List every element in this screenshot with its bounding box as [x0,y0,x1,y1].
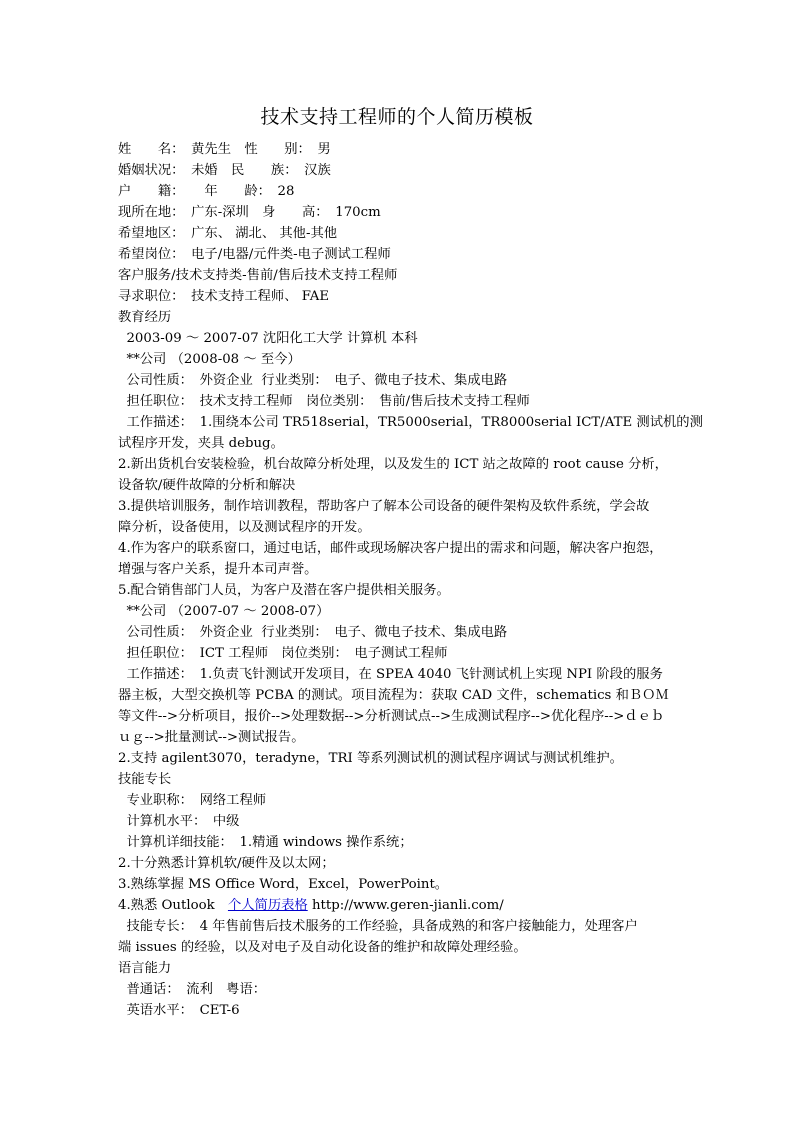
resume-url-text: http://www.geren-jianli.com/ [307,898,504,913]
desired-position-line: 希望岗位： 电子/电器/元件类-电子测试工程师 [118,247,391,262]
section-education: 教育经历 [118,310,172,325]
location-height-line: 现所在地： 广东-深圳 身 高： 170cm [118,205,381,220]
company-2-description-1c: 等文件-->分析项目，报价-->处理数据-->分析测试点-->生成测试程序-->优化程序-->ｄｅｂ [118,709,665,724]
company-1-header: **公司 （2008-08 ～ 至今） [118,352,301,367]
computer-skills-1: 计算机详细技能： 1.精通 windows 操作系统； [118,835,413,850]
computer-skills-3: 3.熟练掌握 MS Office Word，Excel，PowerPoint。 [118,877,449,892]
company-1-position: 担任职位： 技术支持工程师 岗位类别： 售前/售后技术支持工程师 [118,394,530,409]
hukou-age-line: 户 籍： 年 龄： 28 [118,184,295,199]
company-1-description-3: 3.提供培训服务，制作培训教程，帮助客户了解本公司设备的硬件架构及软件系统，学会故 [118,499,650,514]
company-1-nature: 公司性质： 外资企业 行业类别： 电子、微电子技术、集成电路 [118,373,508,388]
document-title: 技术支持工程师的个人简历模板 [260,106,534,128]
skill-specialty-1: 技能专长： 4 年售前售后技术服务的工作经验，具备成熟的和客户接触能力，处理客户 [118,919,638,934]
computer-skills-4-text: 4.熟悉 Outlook [118,898,228,913]
marital-ethnicity-line: 婚姻状况： 未婚 民 族： 汉族 [118,163,331,178]
name-gender-line: 姓 名： 黄先生 性 别： 男 [118,142,331,157]
computer-level: 计算机水平： 中级 [118,814,240,829]
seeking-position-line: 寻求职位： 技术支持工程师、 FAE [118,289,330,304]
skill-specialty-2: 端 issues 的经验，以及对电子及自动化设备的维护和故障处理经验。 [118,940,527,955]
computer-skills-4 [118,895,504,916]
company-2-nature: 公司性质： 外资企业 行业类别： 电子、微电子技术、集成电路 [118,625,508,640]
computer-skills-2: 2.十分熟悉计算机软/硬件及以太网； [118,856,335,871]
company-1-description-2: 2.新出货机台安装检验，机台故障分析处理，以及发生的 ICT 站之故障的 root cause 分析， [118,457,668,472]
resume-template-link[interactable]: 个人简历表格 [227,898,308,913]
company-2-position: 担任职位： ICT 工程师 岗位类别： 电子测试工程师 [118,646,448,661]
company-1-description-4b: 增强与客户关系，提升本司声誉。 [118,562,318,577]
mandarin-cantonese: 普通话： 流利 粤语： [118,982,267,997]
company-2-description-1: 工作描述： 1.负责飞针测试开发项目，在 SPEA 4040 飞针测试机上实现 NPI 阶段的服务 [118,667,663,682]
company-2-description-2: 2.支持 agilent3070，teradyne，TRI 等系列测试机的测试程序调试与测试机维护。 [118,751,623,766]
section-skills: 技能专长 [118,772,172,787]
company-1-description-2b: 设备软/硬件故障的分析和解决 [118,478,296,493]
section-language: 语言能力 [118,961,172,976]
professional-title: 专业职称： 网络工程师 [118,793,267,808]
education-entry: 2003-09 ～ 2007-07 沈阳化工大学 计算机 本科 [118,331,418,346]
company-1-description-4: 4.作为客户的联系窗口，通过电话，邮件或现场解决客户提出的需求和问题，解决客户抱怨， [118,541,663,556]
desired-position-line-2: 客户服务/技术支持类-售前/售后技术支持工程师 [118,268,398,283]
company-1-description-3b: 障分析，设备使用，以及测试程序的开发。 [118,520,371,535]
company-1-description-5: 5.配合销售部门人员，为客户及潜在客户提供相关服务。 [118,583,450,598]
company-1-description-1: 工作描述： 1.围绕本公司 TR518serial，TR5000serial，TR8000serial ICT/ATE 测试机的测 [118,415,703,430]
company-1-description-1b: 试程序开发，夹具 debug。 [118,436,284,451]
company-2-description-1d: ｕｇ-->批量测试-->测试报告。 [118,730,305,745]
english-level: 英语水平： CET-6 [118,1003,240,1018]
company-2-description-1b: 器主板，大型交换机等 PCBA 的测试。项目流程为：获取 CAD 文件，schematics 和ＢＯＭ [118,688,669,703]
desired-region-line: 希望地区： 广东、 湖北、 其他-其他 [118,226,338,241]
company-2-header: **公司 （2007-07 ～ 2008-07） [118,604,330,619]
